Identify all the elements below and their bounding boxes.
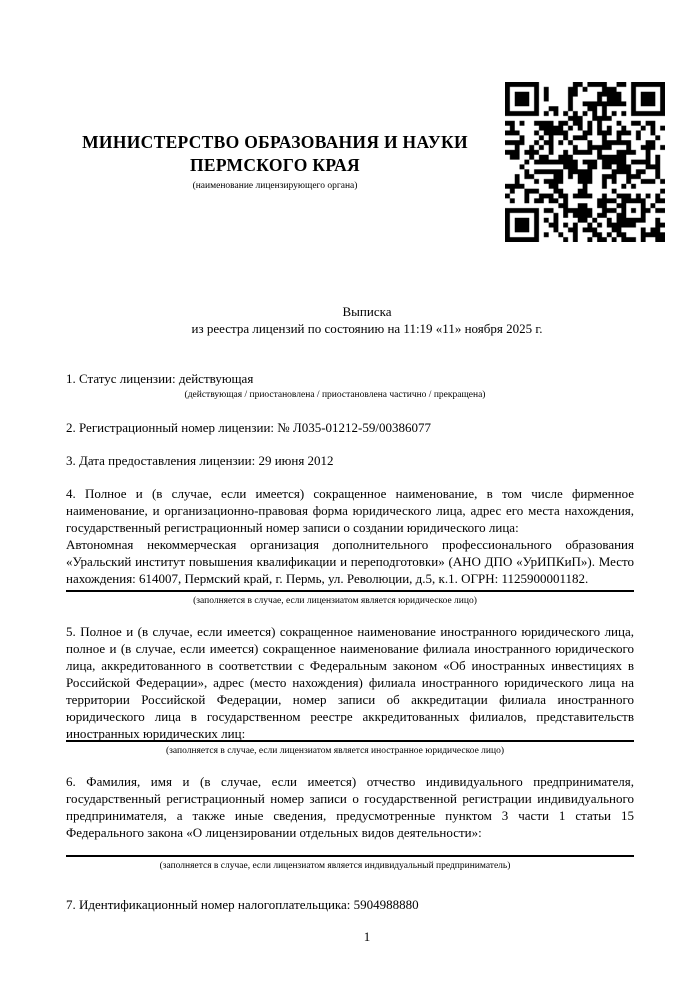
fill-line-legal-entity	[66, 590, 634, 592]
document-title-line2: из реестра лицензий по состоянию на 11:19 «11» ноября 2025 г.	[191, 321, 543, 336]
qr-code-icon	[505, 82, 665, 242]
legal-entity-value: Автономная некоммерческая организация дополнительного профессионального образования «Уральский институт повышения квалификации и переподготовки» (АНО ДПО «УрИПКиП»). Место нахождения: 614007, Пермский край, г. Пермь, ул. Революции, д.5, к.1. ОГРН: 1125900001182.	[66, 537, 634, 586]
license-status-options-note: (действующая / приостановлена / приостановлена частично / прекращена)	[184, 390, 486, 400]
page-number: 1	[363, 929, 371, 944]
foreign-entity-fill-note: (заполняется в случае, если лицензиатом является иностранное юридическое лицо)	[166, 746, 504, 756]
item-registration-number: 2. Регистрационный номер лицензии: № Л035-01212-59/00386077	[66, 420, 432, 435]
fill-line-foreign-entity	[66, 740, 634, 742]
fill-line-individual-entrepreneur	[66, 855, 634, 857]
item-legal-entity-info	[66, 485, 634, 587]
issuing-authority-header	[45, 131, 505, 192]
document-title-line1: Выписка	[342, 304, 392, 319]
issuing-authority-caption: (наименование лицензирующего органа)	[192, 181, 358, 191]
item-taxpayer-id: 7. Идентификационный номер налогоплательщика: 5904988880	[66, 897, 419, 912]
item-license-grant-date: 3. Дата предоставления лицензии: 29 июня 2012	[66, 453, 334, 468]
ministry-name-line2: ПЕРМСКОГО КРАЯ	[190, 155, 360, 175]
item-foreign-entity-info: 5. Полное и (в случае, если имеется) сокращенное наименование иностранного юридического лица, полное и (в случае, если имеется) сокращенное наименование филиала иностранного юридического лица, аккредитованного в соответствии с Федеральным законом «Об иностранных инвестициях в Российской Федерации», адрес (место нахождения) филиала иностранного юридического лица на территории Российской Федерации, номер записи об аккредитации филиала иностранного юридического лица в государственном реестре аккредитованных филиалов, представительств иностранных юридических лиц:	[66, 624, 634, 741]
individual-entrepreneur-fill-note: (заполняется в случае, если лицензиатом является индивидуальный предприниматель)	[159, 861, 511, 871]
legal-entity-label: 4. Полное и (в случае, если имеется) сокращенное наименование, в том числе фирменное наименование, и организационно-правовая форма юридического лица, адрес его места нахождения, государственный регистрационный номер записи о создании юридического лица:	[66, 486, 634, 535]
item-individual-entrepreneur-info: 6. Фамилия, имя и (в случае, если имеется) отчество индивидуального предпринимателя, государственный регистрационный номер записи о государственной регистрации индивидуального предпринимателя, а также иные сведения, предусмотренные пунктом 3 части 1 статьи 15 Федерального закона «О лицензировании отдельных видов деятельности»:	[66, 774, 634, 840]
legal-entity-fill-note: (заполняется в случае, если лицензиатом является юридическое лицо)	[193, 596, 477, 606]
item-license-status: 1. Статус лицензии: действующая	[66, 371, 254, 386]
ministry-name-line1: МИНИСТЕРСТВО ОБРАЗОВАНИЯ И НАУКИ	[82, 132, 468, 152]
document-title	[66, 303, 668, 337]
